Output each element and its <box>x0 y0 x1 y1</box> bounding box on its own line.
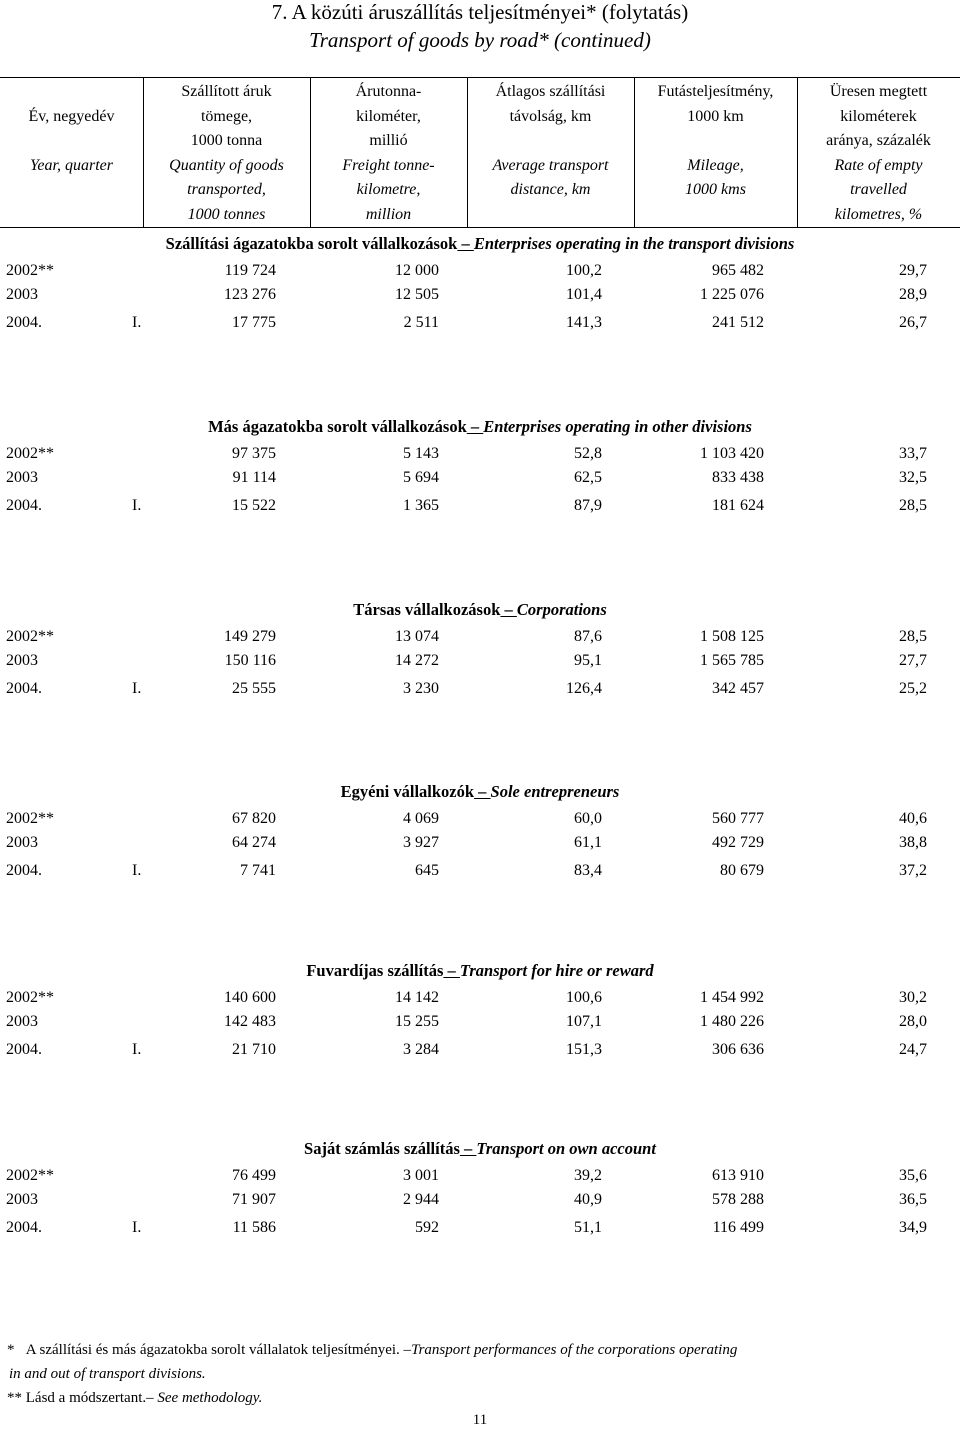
section-heading-en: Sole entrepreneurs <box>490 782 620 801</box>
cell-value: 37,2 <box>899 862 927 879</box>
cell-value: 34,9 <box>899 1219 927 1236</box>
header-line: distance, km <box>510 181 591 198</box>
cell-value: 17 775 <box>232 314 276 331</box>
cell-value: 61,1 <box>574 834 602 851</box>
table-row <box>0 262 960 284</box>
cell-value: 3 001 <box>403 1167 439 1184</box>
cell-value: 38,8 <box>899 834 927 851</box>
header-line: Futásteljesítmény, <box>657 83 774 100</box>
cell-value: 140 600 <box>224 989 276 1006</box>
table-row <box>0 680 960 702</box>
cell-year: 2004. <box>6 680 42 697</box>
cell-year: 2003 <box>6 1191 38 1208</box>
cell-value: 1 103 420 <box>700 445 764 462</box>
cell-value: 578 288 <box>712 1191 764 1208</box>
cell-value: 40,9 <box>574 1191 602 1208</box>
footnote-1-cont: in and out of transport divisions. <box>9 1366 206 1382</box>
cell-value: 107,1 <box>566 1013 602 1030</box>
cell-value: 39,2 <box>574 1167 602 1184</box>
cell-value: 3 230 <box>403 680 439 697</box>
cell-value: 67 820 <box>232 810 276 827</box>
table-row <box>0 314 960 336</box>
page-title: 7. A közúti áruszállítás teljesítményei* (folytatás) <box>271 0 689 24</box>
cell-value: 52,8 <box>574 445 602 462</box>
header-line: tömege, <box>200 107 253 125</box>
cell-value: 306 636 <box>712 1041 764 1058</box>
cell-value: 87,9 <box>574 497 602 514</box>
header-line: million <box>365 205 412 223</box>
cell-value: 32,5 <box>899 469 927 486</box>
cell-value: 100,6 <box>566 989 602 1006</box>
cell-value: 1 454 992 <box>700 989 764 1006</box>
footnote-2: ** Lásd a módszertant.– See methodology. <box>7 1390 263 1406</box>
cell-quarter: I. <box>132 1041 142 1058</box>
cell-value: 21 710 <box>232 1041 276 1058</box>
cell-year: 2003 <box>6 834 38 851</box>
cell-value: 3 284 <box>403 1041 439 1058</box>
header-line: aránya, százalék <box>826 132 931 149</box>
cell-year: 2003 <box>6 1013 38 1030</box>
table-row <box>0 862 960 884</box>
cell-value: 12 505 <box>395 286 439 303</box>
cell-quarter: I. <box>132 680 142 697</box>
header-top-rule <box>0 77 960 78</box>
cell-value: 492 729 <box>712 834 764 851</box>
header-line: Szállított áruk <box>181 83 272 100</box>
cell-quarter: I. <box>132 862 142 879</box>
cell-year: 2004. <box>6 1219 42 1236</box>
cell-value: 592 <box>415 1219 439 1236</box>
cell-quarter: I. <box>132 1219 142 1236</box>
header-line: kilométer, <box>356 107 421 125</box>
header-line: millió <box>369 132 408 149</box>
cell-value: 97 375 <box>232 445 276 462</box>
header-line: Üresen megtett <box>829 83 928 100</box>
cell-value: 33,7 <box>899 445 927 462</box>
footnote-1: * A szállítási és más ágazatokba sorolt vállalatok teljesítményei. –Transport performances of the corporations operating <box>7 1342 738 1358</box>
cell-value: 51,1 <box>574 1219 602 1236</box>
table-row <box>0 286 960 308</box>
header-cell-0 <box>0 80 143 178</box>
section-heading-dash: – <box>466 417 484 436</box>
cell-value: 87,6 <box>574 628 602 645</box>
header-cell-5 <box>797 80 960 227</box>
cell-value: 123 276 <box>224 286 276 303</box>
table-row <box>0 1041 960 1063</box>
page-subtitle: Transport of goods by road* (continued) <box>309 28 651 52</box>
cell-value: 14 272 <box>395 652 439 669</box>
cell-value: 28,5 <box>899 628 927 645</box>
section-heading-dash: – <box>457 234 474 253</box>
header-line: 1000 km <box>687 107 744 125</box>
header-line <box>0 129 143 154</box>
table-row <box>0 834 960 856</box>
cell-year: 2004. <box>6 497 42 514</box>
cell-value: 150 116 <box>224 652 276 669</box>
cell-value: 13 074 <box>395 628 439 645</box>
header-line: Year, quarter <box>30 156 113 174</box>
cell-value: 1 508 125 <box>700 628 764 645</box>
header-line: kilométerek <box>840 107 917 125</box>
cell-value: 25 555 <box>232 680 276 697</box>
cell-value: 91 114 <box>232 469 276 486</box>
cell-value: 241 512 <box>712 314 764 331</box>
header-bottom-rule <box>0 227 960 228</box>
cell-value: 142 483 <box>224 1013 276 1030</box>
section-heading-dash: – <box>500 600 517 619</box>
cell-value: 71 907 <box>232 1191 276 1208</box>
header-cell-3 <box>467 80 634 203</box>
cell-year: 2002** <box>6 1167 54 1184</box>
section-heading-hu: Szállítási ágazatokba sorolt vállalkozások <box>165 234 458 253</box>
cell-value: 62,5 <box>574 469 602 486</box>
cell-value: 29,7 <box>899 262 927 279</box>
header-line: Rate of empty <box>834 156 923 174</box>
cell-value: 11 586 <box>232 1219 276 1236</box>
cell-value: 1 565 785 <box>700 652 764 669</box>
header-line: Average transport <box>492 156 609 174</box>
header-line <box>0 80 143 105</box>
header-line: Átlagos szállítási <box>495 83 606 100</box>
cell-value: 101,4 <box>566 286 602 303</box>
section-heading-en: Enterprises operating in other divisions <box>483 417 752 436</box>
cell-value: 5 143 <box>403 445 439 462</box>
cell-value: 126,4 <box>566 680 602 697</box>
cell-value: 1 225 076 <box>700 286 764 303</box>
cell-value: 28,0 <box>899 1013 927 1030</box>
cell-value: 80 679 <box>720 862 764 879</box>
table-row <box>0 1167 960 1189</box>
header-line: kilometres, % <box>834 205 923 223</box>
cell-quarter: I. <box>132 314 142 331</box>
section-heading <box>0 234 960 254</box>
cell-value: 28,5 <box>899 497 927 514</box>
header-line: travelled <box>850 181 907 198</box>
header-line <box>467 129 634 154</box>
section-heading-hu: Fuvardíjas szállítás <box>306 961 444 980</box>
cell-year: 2002** <box>6 989 54 1006</box>
cell-value: 83,4 <box>574 862 602 879</box>
header-line: transported, <box>187 181 266 198</box>
header-cell-2 <box>310 80 467 227</box>
header-line: 1000 tonna <box>190 132 263 149</box>
cell-value: 181 624 <box>712 497 764 514</box>
cell-value: 100,2 <box>566 262 602 279</box>
cell-value: 7 741 <box>240 862 276 879</box>
cell-value: 15 522 <box>232 497 276 514</box>
cell-value: 560 777 <box>712 810 764 827</box>
section-heading-dash: – <box>459 1139 477 1158</box>
cell-value: 965 482 <box>712 262 764 279</box>
cell-value: 36,5 <box>899 1191 927 1208</box>
section-heading <box>0 961 960 981</box>
cell-year: 2002** <box>6 810 54 827</box>
table-row <box>0 989 960 1011</box>
cell-value: 64 274 <box>232 834 276 851</box>
cell-year: 2002** <box>6 445 54 462</box>
header-cell-4 <box>634 80 797 203</box>
cell-value: 25,2 <box>899 680 927 697</box>
cell-value: 645 <box>415 862 439 879</box>
cell-value: 2 944 <box>403 1191 439 1208</box>
cell-year: 2003 <box>6 652 38 669</box>
header-line: Év, negyedév <box>28 107 115 125</box>
table-row <box>0 469 960 491</box>
table-row <box>0 1219 960 1241</box>
cell-year: 2004. <box>6 1041 42 1058</box>
cell-value: 60,0 <box>574 810 602 827</box>
table-row <box>0 497 960 519</box>
cell-value: 27,7 <box>899 652 927 669</box>
cell-value: 24,7 <box>899 1041 927 1058</box>
section-heading <box>0 600 960 620</box>
cell-value: 141,3 <box>566 314 602 331</box>
cell-value: 1 365 <box>403 497 439 514</box>
header-line: Quantity of goods <box>169 156 284 174</box>
section-heading-hu: Más ágazatokba sorolt vállalkozások <box>208 417 467 436</box>
cell-year: 2004. <box>6 314 42 331</box>
section-heading-hu: Társas vállalkozások <box>353 600 501 619</box>
cell-value: 4 069 <box>403 810 439 827</box>
cell-value: 30,2 <box>899 989 927 1006</box>
table-row <box>0 810 960 832</box>
section-heading-en: Corporations <box>516 600 607 619</box>
cell-value: 3 927 <box>403 834 439 851</box>
cell-value: 15 255 <box>395 1013 439 1030</box>
page-number: 11 <box>472 1412 488 1428</box>
header-line: Mileage, <box>687 156 744 174</box>
section-heading <box>0 417 960 437</box>
section-heading-dash: – <box>474 782 491 801</box>
section-heading-en: Enterprises operating in the transport divisions <box>473 234 795 253</box>
header-line: Árutonna- <box>355 83 422 100</box>
table-row <box>0 652 960 674</box>
cell-value: 40,6 <box>899 810 927 827</box>
cell-value: 12 000 <box>395 262 439 279</box>
header-line: Freight tonne- <box>342 156 435 174</box>
cell-year: 2002** <box>6 628 54 645</box>
cell-value: 95,1 <box>574 652 602 669</box>
cell-value: 119 724 <box>224 262 276 279</box>
cell-value: 35,6 <box>899 1167 927 1184</box>
cell-value: 28,9 <box>899 286 927 303</box>
cell-value: 151,3 <box>566 1041 602 1058</box>
section-heading-dash: – <box>443 961 460 980</box>
cell-value: 76 499 <box>232 1167 276 1184</box>
cell-value: 342 457 <box>712 680 764 697</box>
section-heading-hu: Egyéni vállalkozók <box>340 782 475 801</box>
cell-year: 2004. <box>6 862 42 879</box>
header-line: 1000 kms <box>685 181 746 198</box>
cell-quarter: I. <box>132 497 142 514</box>
cell-value: 833 438 <box>712 469 764 486</box>
section-heading-en: Transport for hire or reward <box>459 961 654 980</box>
header-cell-1 <box>143 80 310 227</box>
cell-value: 149 279 <box>224 628 276 645</box>
section-heading <box>0 782 960 802</box>
header-line: 1000 tonnes <box>187 205 266 223</box>
cell-value: 613 910 <box>712 1167 764 1184</box>
header-line <box>634 129 797 154</box>
cell-value: 14 142 <box>395 989 439 1006</box>
cell-value: 5 694 <box>403 469 439 486</box>
cell-year: 2002** <box>6 262 54 279</box>
table-row <box>0 1013 960 1035</box>
table-row <box>0 1191 960 1213</box>
table-row <box>0 628 960 650</box>
cell-value: 1 480 226 <box>700 1013 764 1030</box>
header-line: kilometre, <box>356 181 421 198</box>
cell-value: 26,7 <box>899 314 927 331</box>
header-line: távolság, km <box>509 107 592 125</box>
section-heading-hu: Saját számlás szállítás <box>304 1139 460 1158</box>
section-heading <box>0 1139 960 1159</box>
cell-year: 2003 <box>6 286 38 303</box>
table-row <box>0 445 960 467</box>
section-heading-en: Transport on own account <box>476 1139 656 1158</box>
cell-year: 2003 <box>6 469 38 486</box>
cell-value: 116 499 <box>712 1219 764 1236</box>
cell-value: 2 511 <box>403 314 439 331</box>
